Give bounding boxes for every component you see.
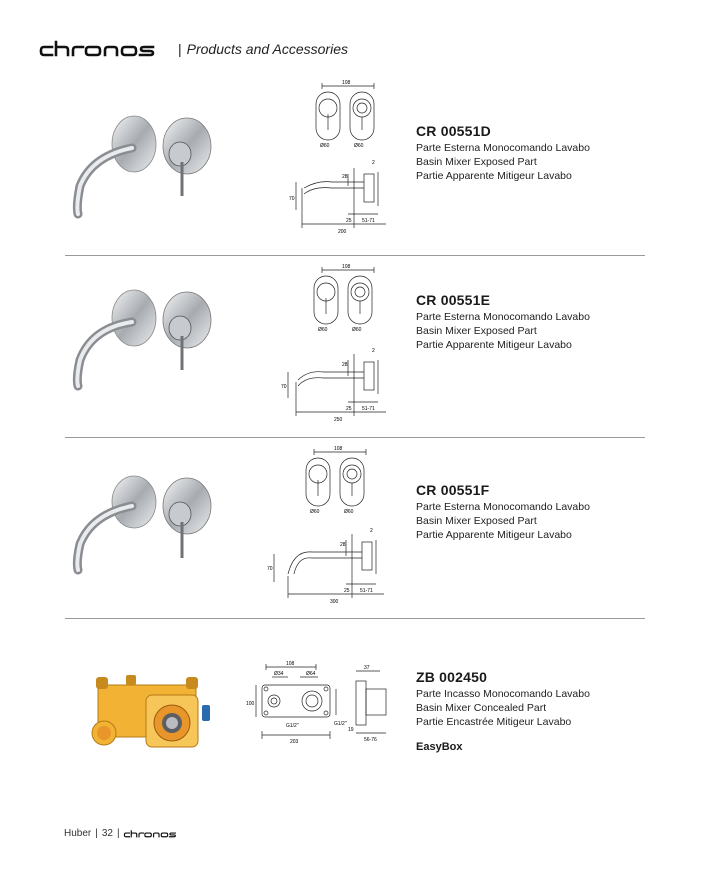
page-header bbox=[40, 38, 348, 60]
dim-a: 25 bbox=[344, 588, 350, 594]
product-desc-en: Basin Mixer Exposed Part bbox=[416, 156, 537, 168]
dim-r: 51-71 bbox=[362, 218, 375, 224]
dim-range: 56-76 bbox=[364, 737, 377, 743]
product-row bbox=[0, 625, 710, 795]
header-separator: | bbox=[178, 41, 182, 57]
dim-s: 2 bbox=[372, 160, 375, 166]
page-footer bbox=[64, 828, 184, 839]
product-info bbox=[416, 482, 590, 542]
product-code: ZB 002450 bbox=[416, 669, 488, 685]
product-desc-it: Parte Incasso Monocomando Lavabo bbox=[416, 688, 590, 700]
dim-height: 100 bbox=[246, 701, 255, 707]
dim-length: 203 bbox=[290, 739, 299, 745]
dim-g2: G1/2" bbox=[334, 721, 347, 727]
dim-depth: 37 bbox=[364, 665, 370, 671]
product-info bbox=[416, 292, 590, 352]
product-desc-it: Parte Esterna Monocomando Lavabo bbox=[416, 311, 590, 323]
dim-d2: Ø64 bbox=[306, 671, 316, 677]
dim-b: 28 bbox=[342, 362, 348, 368]
dim-b: 28 bbox=[340, 542, 346, 548]
product-desc-en: Basin Mixer Exposed Part bbox=[416, 325, 537, 337]
technical-drawing bbox=[246, 659, 396, 749]
divider bbox=[65, 437, 645, 438]
mixer-photo bbox=[62, 116, 232, 246]
footer-company: Huber bbox=[64, 828, 92, 839]
mixer-photo bbox=[62, 478, 232, 608]
dim-r: 51-71 bbox=[360, 588, 373, 594]
dim-length: 200 bbox=[338, 229, 347, 235]
dim-height: 70 bbox=[281, 384, 287, 390]
mixer-photo bbox=[62, 290, 232, 420]
dim-width: 108 bbox=[286, 661, 295, 667]
dim-d1: Ø34 bbox=[274, 671, 284, 677]
dim-width: 108 bbox=[334, 446, 343, 452]
dim-base: 19 bbox=[348, 727, 354, 733]
product-info bbox=[416, 123, 590, 183]
dim-s: 2 bbox=[372, 348, 375, 354]
technical-drawing bbox=[289, 78, 402, 243]
product-desc-fr: Partie Encastrée Mitigeur Lavabo bbox=[416, 716, 572, 728]
dim-d2: Ø60 bbox=[354, 143, 364, 149]
product-desc-fr: Partie Apparente Mitigeur Lavabo bbox=[416, 170, 572, 182]
dim-r: 51-71 bbox=[362, 406, 375, 412]
dim-height: 70 bbox=[289, 196, 295, 202]
product-desc-it: Parte Esterna Monocomando Lavabo bbox=[416, 142, 590, 154]
product-desc-it: Parte Esterna Monocomando Lavabo bbox=[416, 501, 590, 513]
product-code: CR 00551E bbox=[416, 292, 491, 308]
product-row bbox=[0, 444, 710, 614]
dim-a: 25 bbox=[346, 218, 352, 224]
page-number: 32 bbox=[101, 828, 113, 839]
divider bbox=[65, 255, 645, 256]
divider bbox=[65, 618, 645, 619]
dim-b: 28 bbox=[342, 174, 348, 180]
concealed-box-photo bbox=[86, 665, 216, 760]
dim-height: 70 bbox=[267, 566, 273, 572]
technical-drawing bbox=[266, 444, 396, 609]
product-info bbox=[416, 669, 590, 753]
footer-separator: | bbox=[116, 828, 120, 839]
dim-length: 250 bbox=[334, 417, 343, 423]
dim-d1: Ø60 bbox=[318, 327, 328, 333]
dim-width: 108 bbox=[342, 264, 351, 270]
dim-d2: Ø60 bbox=[352, 327, 362, 333]
footer-separator: | bbox=[95, 828, 98, 839]
product-code: CR 00551D bbox=[416, 123, 491, 139]
dim-width: 108 bbox=[342, 80, 351, 86]
dim-s: 2 bbox=[370, 528, 373, 534]
product-desc-en: Basin Mixer Exposed Part bbox=[416, 515, 537, 527]
dim-length: 300 bbox=[330, 599, 339, 605]
product-desc-fr: Partie Apparente Mitigeur Lavabo bbox=[416, 529, 572, 541]
dim-a: 25 bbox=[346, 406, 352, 412]
product-desc-en: Basin Mixer Concealed Part bbox=[416, 702, 547, 714]
page-title: Products and Accessories bbox=[186, 41, 348, 57]
dim-g1: G1/2" bbox=[286, 723, 299, 729]
dim-d1: Ø60 bbox=[320, 143, 330, 149]
product-line-name: EasyBox bbox=[416, 741, 463, 753]
dim-d1: Ø60 bbox=[310, 509, 320, 515]
product-row bbox=[0, 78, 710, 248]
product-row bbox=[0, 262, 710, 432]
dim-d2: Ø60 bbox=[344, 509, 354, 515]
chronos-logo bbox=[40, 41, 172, 57]
technical-drawing bbox=[282, 262, 402, 427]
product-code: CR 00551F bbox=[416, 482, 490, 498]
product-desc-fr: Partie Apparente Mitigeur Lavabo bbox=[416, 339, 572, 351]
chronos-logo-small bbox=[124, 830, 184, 838]
